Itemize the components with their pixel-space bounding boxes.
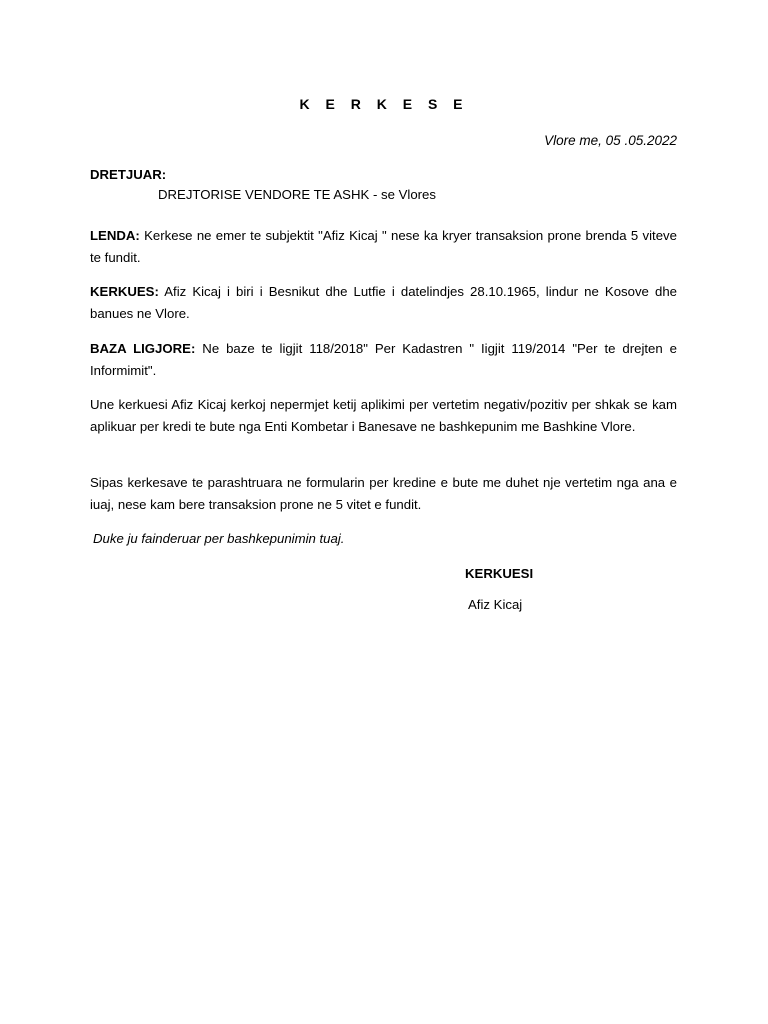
subject-label: LENDA: <box>90 228 140 243</box>
signer-label: KERKUESI <box>465 566 534 581</box>
legal-basis-label: BAZA LIGJORE: <box>90 341 196 356</box>
document-date: Vlore me, 05 .05.2022 <box>544 133 677 148</box>
subject-paragraph <box>90 225 677 269</box>
applicant-label: KERKUES: <box>90 284 159 299</box>
recipient-name: DREJTORISE VENDORE TE ASHK - se Vlores <box>158 187 436 202</box>
legal-basis-text: Ne baze te ligjit 118/2018" Per Kadastren " Iigjit 119/2014 "Per te drejten e Informimit". <box>90 341 677 378</box>
request-paragraph: Une kerkuesi Afiz Kicaj kerkoj nepermjet ketij aplikimi per vertetim negativ/pozitiv per shkak se kam aplikuar per kredi te bute nga Enti Kombetar i Banesave ne bashkepunim me Bashkine Vlore. <box>90 397 677 434</box>
recipient-label: DRETJUAR: <box>90 167 167 182</box>
applicant-text: Afiz Kicaj i biri i Besnikut dhe Lutfie i datelindjes 28.10.1965, lindur ne Kosove dhe banues ne Vlore. <box>90 284 677 321</box>
legal-basis-paragraph <box>90 338 677 382</box>
requirement-paragraph: Sipas kerkesave te parashtruara ne formularin per kredine e bute me duhet nje vertetim nga ana e iuaj, nese kam bere transaksion prone ne 5 vitet e fundit. <box>90 475 677 512</box>
document-title: K E R K E S E <box>299 96 469 112</box>
applicant-paragraph <box>90 281 677 325</box>
subject-text: Kerkese ne emer te subjektit "Afiz Kicaj " nese ka kryer transaksion prone brenda 5 viteve te fundit. <box>90 228 677 265</box>
closing-line: Duke ju fainderuar per bashkepunimin tuaj. <box>93 531 345 546</box>
signer-name: Afiz Kicaj <box>468 597 523 612</box>
